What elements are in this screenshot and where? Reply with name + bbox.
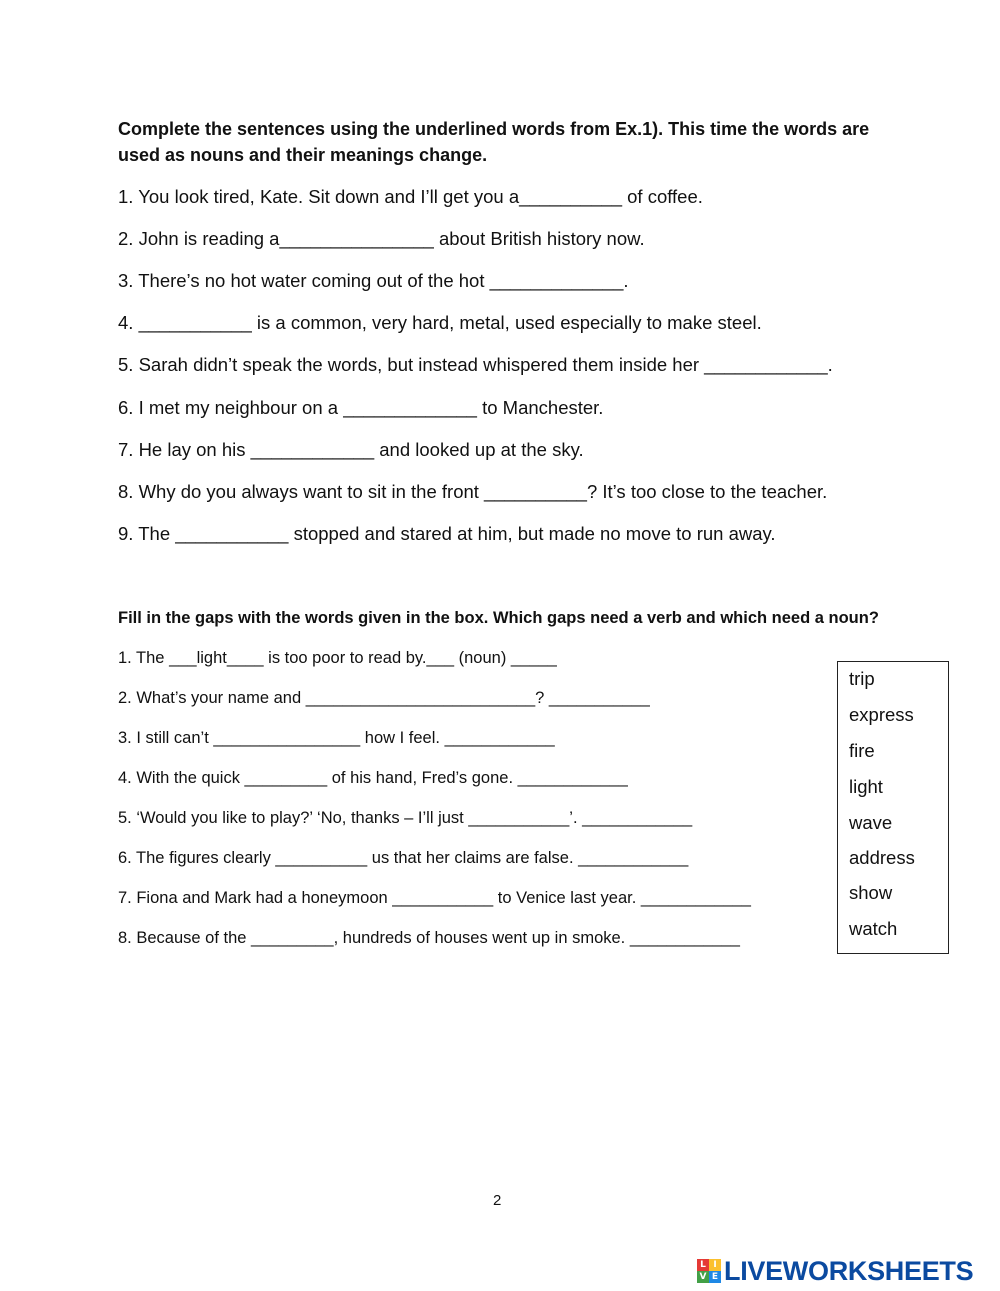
word-box-item: light <box>849 776 883 797</box>
exercise-1-instruction-line-2: used as nouns and their meanings change. <box>118 145 488 165</box>
exercise-1-sentence-4: 4. ___________ is a common, very hard, metal, used especially to make steel. <box>118 312 762 333</box>
exercise-2-sentence-8: 8. Because of the _________, hundreds of houses went up in smoke. ____________ <box>118 929 740 947</box>
logo-tile: L <box>697 1259 709 1271</box>
exercise-1-sentence-3: 3. There’s no hot water coming out of the hot _____________. <box>118 270 629 291</box>
word-box-item: express <box>849 704 914 725</box>
word-box-item: show <box>849 882 893 903</box>
exercise-2-sentence-1: 1. The ___light____ is too poor to read by.___ (noun) _____ <box>118 649 557 667</box>
exercise-1-instructions <box>118 116 948 168</box>
logo-tile: E <box>709 1271 721 1283</box>
exercise-1-sentence-9: 9. The ___________ stopped and stared at him, but made no move to run away. <box>118 523 776 544</box>
liveworksheets-logo <box>697 1257 973 1285</box>
word-box-item: address <box>849 847 915 868</box>
word-box-item: watch <box>849 918 898 939</box>
page-number: 2 <box>493 1192 502 1209</box>
exercise-2-sentence-4: 4. With the quick _________ of his hand, Fred’s gone. ____________ <box>118 769 628 787</box>
exercise-2-sentence-2: 2. What’s your name and _________________________? ___________ <box>118 689 650 707</box>
exercise-2-sentence-6: 6. The figures clearly __________ us that her claims are false. ____________ <box>118 849 689 867</box>
word-box-item: trip <box>849 668 875 689</box>
logo-tile: V <box>697 1271 709 1283</box>
logo-tile: I <box>709 1259 721 1271</box>
exercise-1-sentence-2: 2. John is reading a_______________ about British history now. <box>118 228 645 249</box>
exercise-2-instructions: Fill in the gaps with the words given in the box. Which gaps need a verb and which need a noun? <box>118 609 879 627</box>
word-box-item: fire <box>849 740 875 761</box>
exercise-2-sentence-7: 7. Fiona and Mark had a honeymoon ___________ to Venice last year. ____________ <box>118 889 751 907</box>
word-box-item: wave <box>849 812 893 833</box>
exercise-2-sentence-3: 3. I still can’t ________________ how I feel. ____________ <box>118 729 555 747</box>
exercise-1-sentence-7: 7. He lay on his ____________ and looked up at the sky. <box>118 439 584 460</box>
exercise-1-sentence-1: 1. You look tired, Kate. Sit down and I’ll get you a__________ of coffee. <box>118 186 703 207</box>
liveworksheets-logo-icon <box>697 1259 721 1283</box>
exercise-2-sentence-5: 5. ‘Would you like to play?’ ‘No, thanks – I’ll just ___________’. ____________ <box>118 809 693 827</box>
liveworksheets-logo-text: LIVEWORKSHEETS <box>724 1255 974 1286</box>
exercise-1-sentence-5: 5. Sarah didn’t speak the words, but instead whispered them inside her ____________. <box>118 354 833 375</box>
exercise-1-instruction-line-1: Complete the sentences using the underlined words from Ex.1). This time the words are <box>118 119 870 139</box>
exercise-1-sentence-8: 8. Why do you always want to sit in the front __________? It’s too close to the teacher. <box>118 481 828 502</box>
exercise-1-sentence-6: 6. I met my neighbour on a _____________ to Manchester. <box>118 397 604 418</box>
